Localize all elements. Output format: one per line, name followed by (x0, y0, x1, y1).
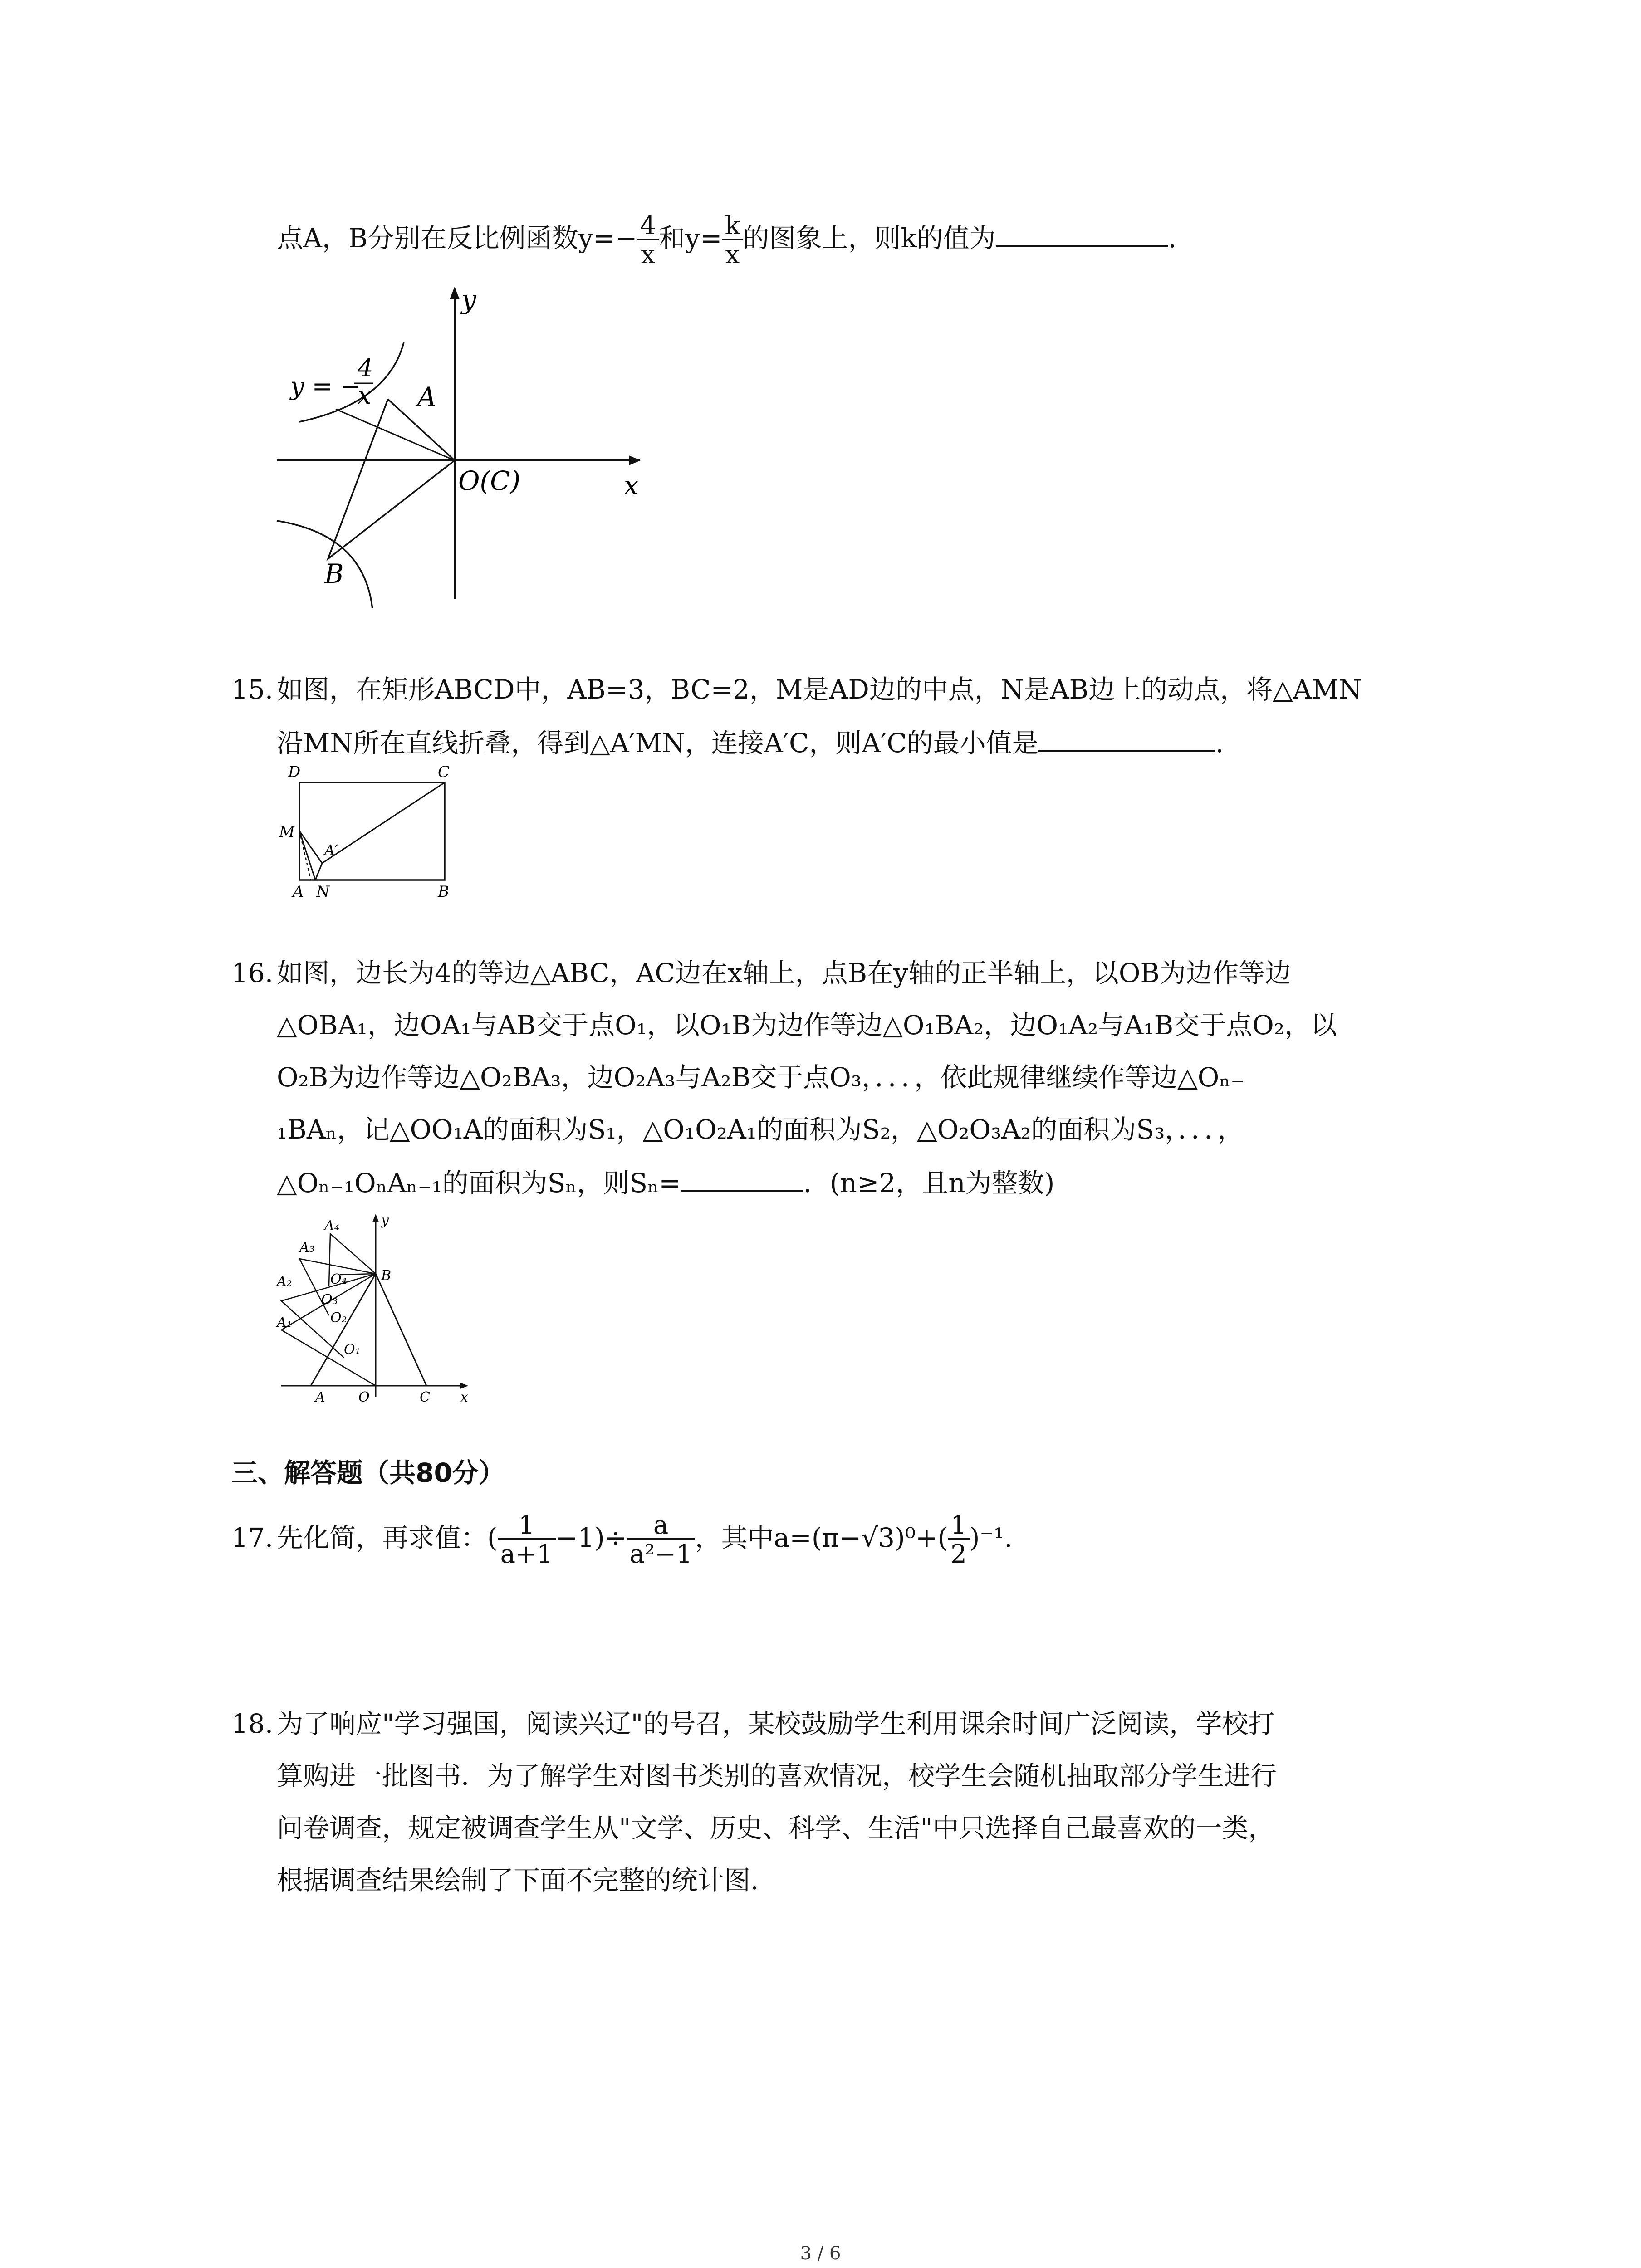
q16-label-a2: A₂ (277, 1274, 292, 1290)
q15-line-2 (277, 721, 1224, 763)
q18-text-2: 算购进一批图书．为了解学生对图书类别的喜欢情况，校学生会随机抽取部分学生进行 (277, 1760, 1277, 1791)
q15-label-m: M (279, 823, 295, 841)
q16-text-5b: ．(n≥2，且n为整数) (803, 1168, 1055, 1198)
q16-line-1 (231, 953, 1291, 993)
q14-frac2-num: k (725, 211, 740, 240)
q14-text-b: 和y= (659, 223, 722, 254)
page-number: 3 / 6 (800, 2243, 841, 2264)
q15-line-1 (231, 669, 1362, 710)
q17-text-d: )⁻¹. (969, 1522, 1013, 1554)
q16-label-a: A (315, 1389, 325, 1405)
q15-label-c: C (438, 764, 450, 781)
q16-label-a4: A₄ (324, 1218, 340, 1234)
q16-text-5a: △Oₙ₋₁OₙAₙ₋₁的面积为Sₙ，则Sₙ= (277, 1168, 681, 1198)
q17-fraction-2 (627, 1510, 695, 1569)
q16-label-y: y (381, 1212, 389, 1228)
q18-line-1 (231, 1703, 1274, 1744)
q17-frac2-den: a²−1 (627, 1538, 695, 1567)
q16-answer-blank[interactable] (681, 1161, 803, 1192)
q15-label-d: D (288, 764, 301, 781)
q15-line-a1c (322, 782, 445, 863)
q17-text-b: −1)÷ (555, 1522, 627, 1554)
q15-number: 15. (231, 674, 274, 705)
q14-text-c: 的图象上，则k的值为 (743, 223, 996, 254)
q18-text-1: 为了响应"学习强国，阅读兴辽"的号召，某校鼓励学生利用课余时间广泛阅读，学校打 (277, 1708, 1275, 1739)
q15-line-na1 (315, 863, 322, 880)
q14-text (277, 213, 1176, 268)
q16-triangle-abc (311, 1274, 426, 1386)
q16-label-o4: O₄ (330, 1271, 347, 1287)
q14-frac1-num: 4 (640, 211, 656, 240)
q14-end: . (1168, 223, 1177, 254)
q16-triangle-oba1 (281, 1274, 376, 1386)
q16-label-o1: O₁ (344, 1342, 361, 1358)
q16-label-x: x (460, 1389, 468, 1405)
q17-frac3-den: 2 (948, 1538, 970, 1567)
q17-fraction-3 (948, 1510, 970, 1569)
q16-text-4: ₁BAₙ，记△OO₁A的面积为S₁，△O₁O₂A₁的面积为S₂，△O₂O₃A₂的面积为S₃，．．．， (277, 1114, 1244, 1145)
q15-label-a-prime: A′ (324, 841, 338, 859)
q18-text-4: 根据调查结果绘制了下面不完整的统计图． (277, 1865, 777, 1896)
q17-frac2-num: a (653, 1510, 669, 1540)
q16-label-a1: A₁ (277, 1315, 292, 1330)
q14-label-y: y (461, 284, 476, 315)
q14-label-x: x (624, 470, 639, 501)
q17-frac3-num: 1 (950, 1510, 967, 1540)
q14-label-oc: O(C) (458, 465, 521, 496)
q16-label-o: O (358, 1389, 370, 1405)
q14-label-a: A (417, 381, 436, 412)
q16-number: 16. (231, 958, 274, 988)
q14-text-a: 点A，B分别在反比例函数y=− (277, 223, 637, 254)
q17-line (231, 1510, 1013, 1569)
q14-figure (268, 281, 658, 608)
q16-text-1: 如图，边长为4的等边△ABC，AC边在x轴上，点B在y轴的正半轴上，以OB为边作等边 (277, 958, 1292, 988)
q14-triangle (328, 399, 455, 559)
q18-text-3: 问卷调查，规定被调查学生从"文学、历史、科学、生活"中只选择自己最喜欢的一类， (277, 1813, 1275, 1843)
q15-label-n: N (316, 883, 330, 900)
q16-y-arrow (372, 1214, 379, 1222)
q14-frac2-den: x (722, 239, 743, 268)
q16-label-a3: A₃ (299, 1240, 315, 1256)
q16-line-5 (277, 1161, 1054, 1203)
q14-line-oa (336, 409, 455, 460)
q15-end: . (1215, 728, 1224, 758)
q15-figure (279, 764, 470, 900)
q15-label-b: B (438, 883, 449, 900)
q16-x-arrow (460, 1383, 468, 1389)
q14-eq-num: 4 (358, 354, 373, 382)
q14-frac1-den: x (637, 239, 659, 268)
q17-text-c: ，其中a=(π−√3)⁰+( (695, 1522, 948, 1554)
q14-label-b: B (324, 558, 344, 589)
q14-eq-den: x (358, 381, 372, 410)
q17-number: 17. (231, 1522, 274, 1554)
q15-text-2: 沿MN所在直线折叠，得到△A′MN，连接A′C，则A′C的最小值是 (277, 728, 1038, 758)
q16-label-c: C (420, 1389, 430, 1405)
q17-frac1-den: a+1 (498, 1538, 556, 1567)
q16-label-o2: O₂ (330, 1310, 347, 1326)
q14-fraction-2 (722, 213, 743, 268)
q15-answer-blank[interactable] (1038, 721, 1215, 752)
q14-x-arrow (629, 455, 641, 465)
q14-y-arrow (450, 287, 460, 299)
q17-fraction-1 (498, 1510, 556, 1569)
q16-figure (272, 1207, 481, 1406)
q16-text-2: △OBA₁，边OA₁与AB交于点O₁，以O₁B为边作等边△O₁BA₂，边O₁A₂与A₁B交于点O₂，以 (277, 1010, 1337, 1041)
section-3-heading: 三、解答题（共80分） (231, 1457, 505, 1488)
q17-text-a: 先化简，再求值：( (277, 1522, 498, 1554)
q16-text-3: O₂B为边作等边△O₂BA₃，边O₂A₃与A₂B交于点O₃，．．．，依此规律继续作等边△Oₙ₋ (277, 1062, 1244, 1093)
q15-label-a: A (293, 883, 304, 900)
q18-number: 18. (231, 1708, 274, 1739)
q16-label-b: B (381, 1268, 392, 1284)
q14-answer-blank[interactable] (996, 216, 1168, 247)
q17-frac1-num: 1 (518, 1510, 535, 1540)
q14-fraction-1 (637, 213, 659, 268)
q14-eq-left: y = − (290, 372, 361, 401)
q16-label-o3: O₃ (321, 1292, 338, 1308)
q15-text-1: 如图，在矩形ABCD中，AB=3，BC=2，M是AD边的中点，N是AB边上的动点，将△AMN (277, 674, 1362, 705)
q15-line-mn (299, 831, 315, 880)
